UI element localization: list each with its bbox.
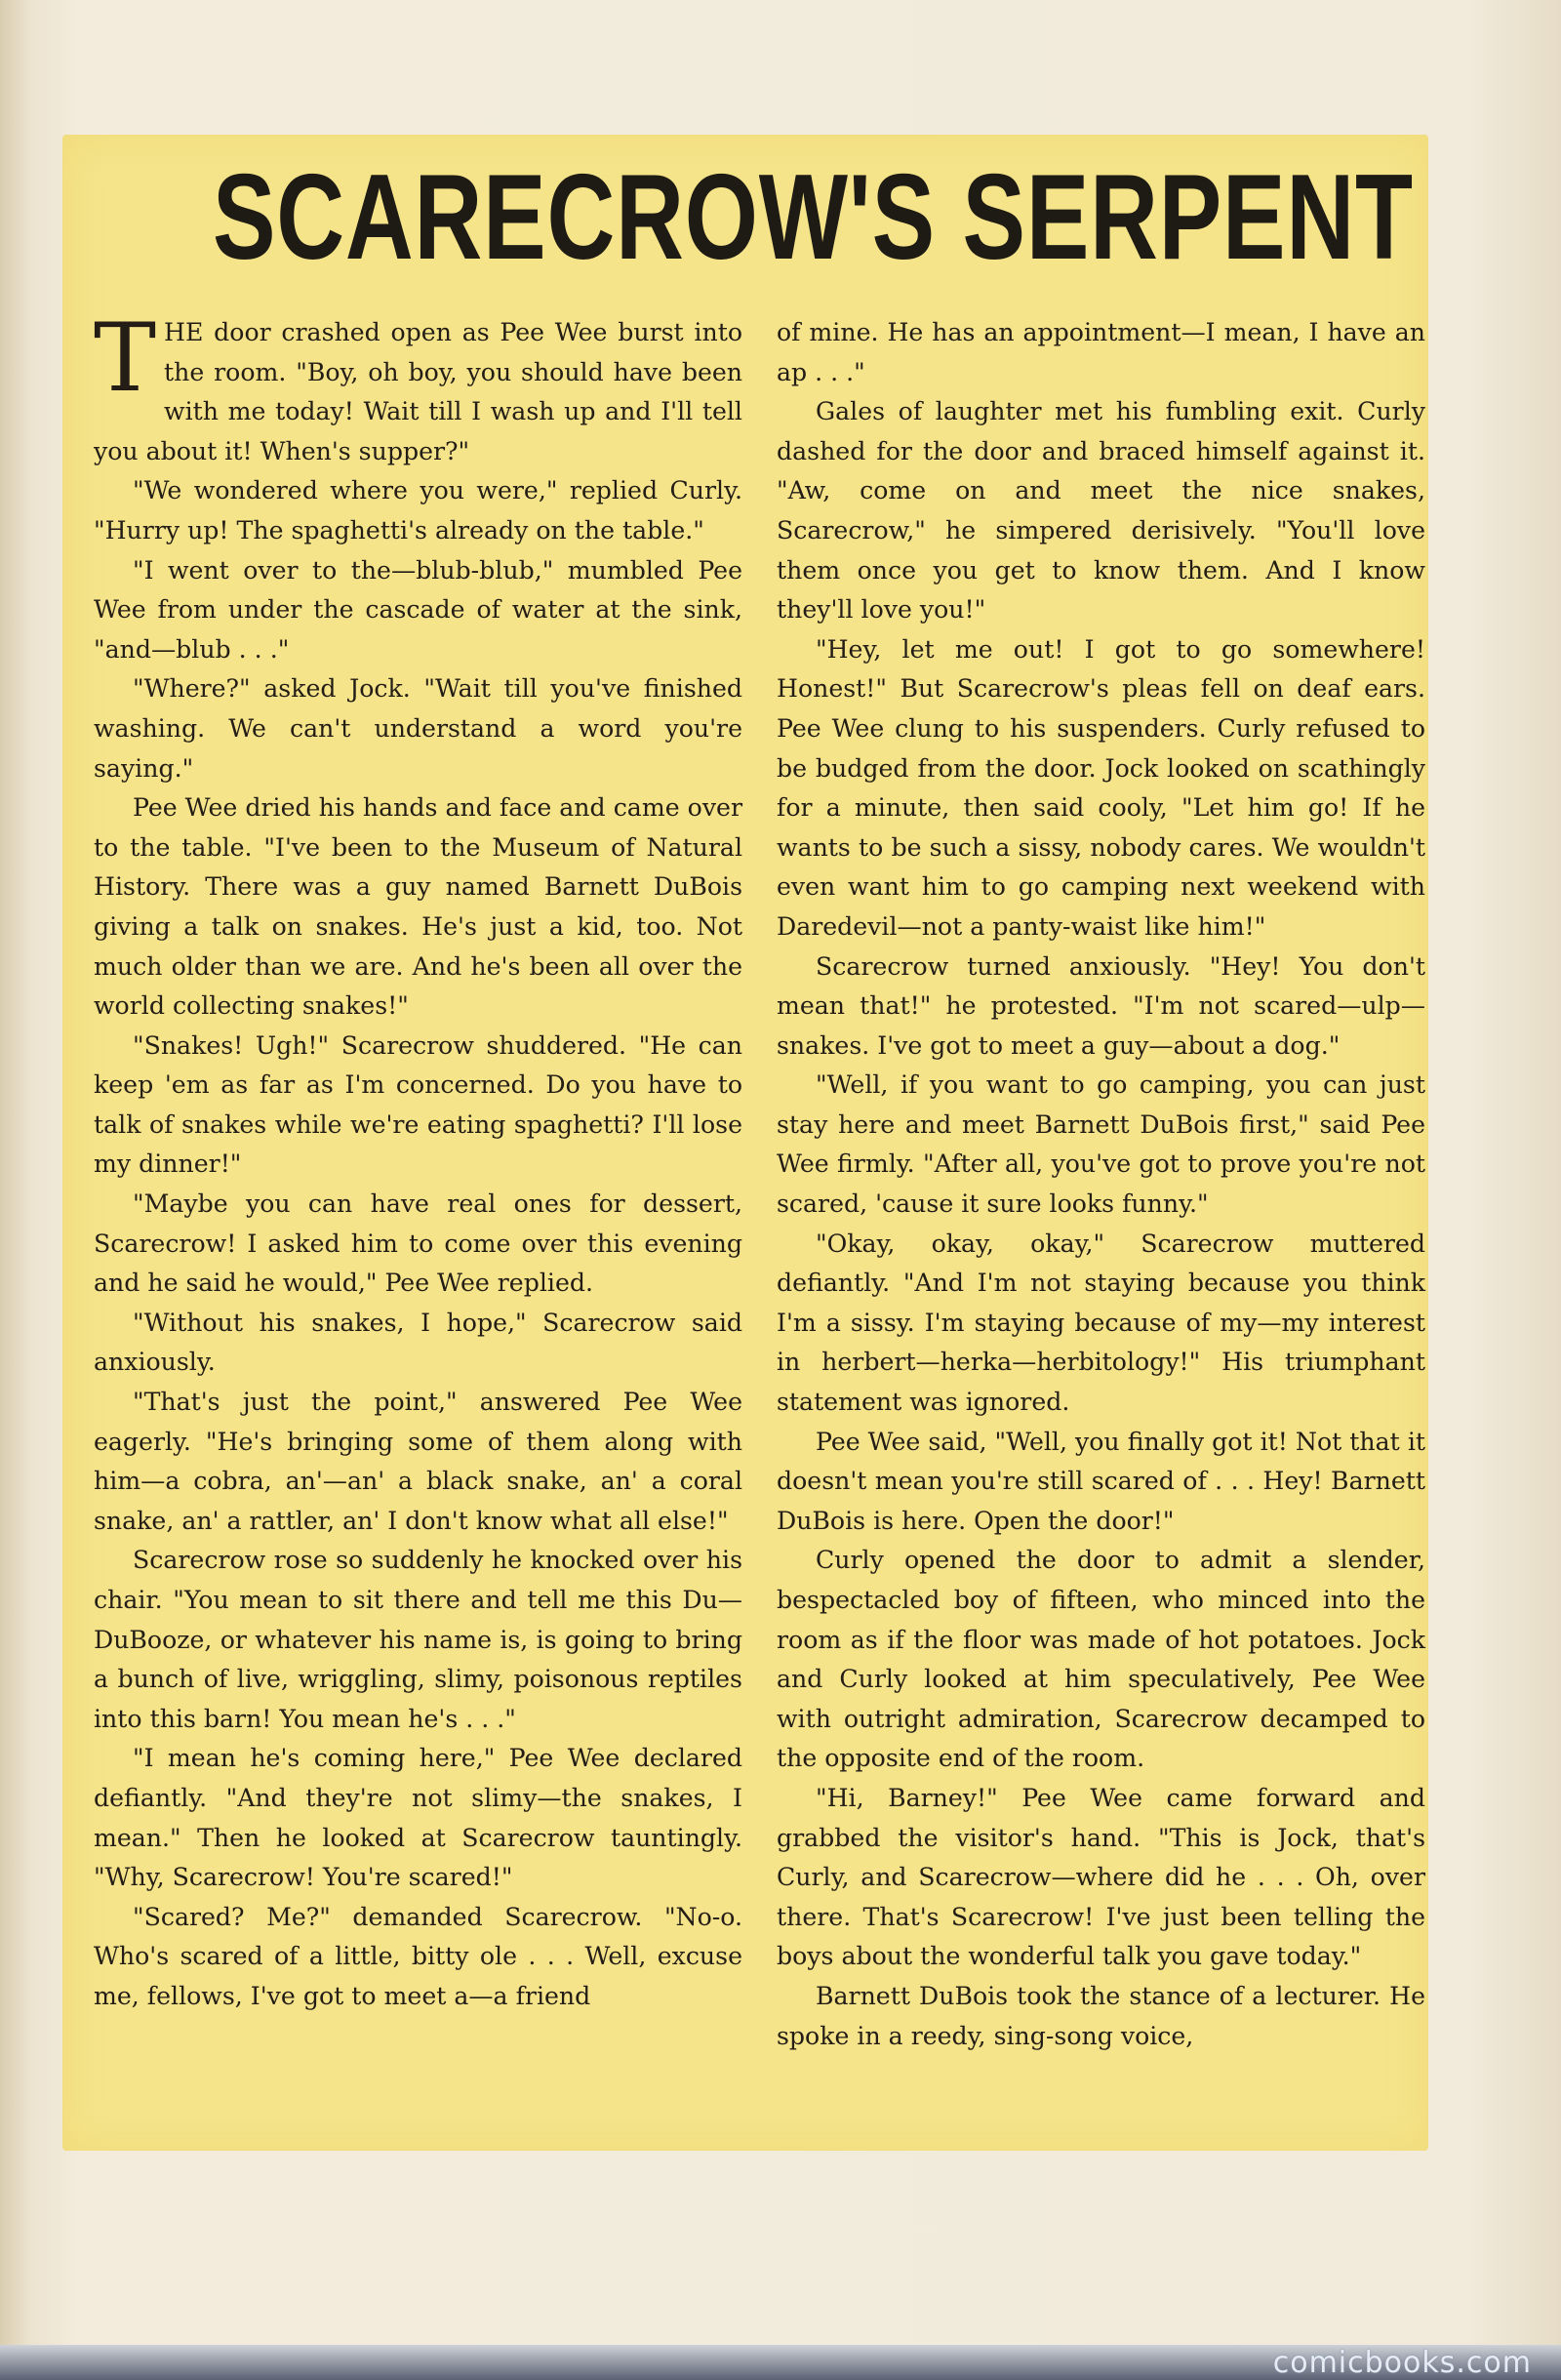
paragraph: "Okay, okay, okay," Scarecrow muttered defiantly. "And I'm not staying because you think I'm a sissy. I'm staying because of my—my interest in herbert—herka—herbitology!" His triumphant statement was ignored.: [777, 1229, 1425, 1417]
paragraph: Curly opened the door to admit a slender, bespectacled boy of fifteen, who minced into the room as if the floor was made of hot potatoes. Jock and Curly looked at him speculatively, Pee Wee with outright admiration, Scarecrow decamped to the opposite end of the room.: [777, 1546, 1425, 1773]
paragraph: "We wondered where you were," replied Curly. "Hurry up! The spaghetti's already on the table.": [94, 476, 742, 545]
paragraph: "I went over to the—blub-blub," mumbled Pee Wee from under the cascade of water at the sink, "and—blub . . .": [94, 555, 742, 664]
paragraph: "Hey, let me out! I got to go somewhere! Honest!" But Scarecrow's pleas fell on deaf ears. Pee Wee clung to his suspenders. Curly refused to be budged from the door. Jock looked on scathingly for a minute, then said cooly, "Let him go! If he wants to be such a sissy, nobody cares. We wouldn't even want him to go camping next weekend with Daredevil—not a panty-waist like him!": [777, 634, 1425, 941]
paragraph: Pee Wee said, "Well, you finally got it! Not that it doesn't mean you're still scared of . . . Hey! Barnett DuBois is here. Open the door!": [777, 1427, 1425, 1535]
paragraph: Pee Wee dried his hands and face and came over to the table. "I've been to the Museum of Natural History. There was a guy named Barnett DuBois giving a talk on snakes. He's just a kid, too. Not much older than we are. And he's been all over the world collecting snakes!": [94, 793, 742, 1021]
paragraph: Scarecrow turned anxiously. "Hey! You don't mean that!" he protested. "I'm not scared—ulp—snakes. I've got to meet a guy—about a dog.": [777, 951, 1425, 1060]
paragraph: Scarecrow rose so suddenly he knocked over his chair. "You mean to sit there and tell me this Du—DuBooze, or whatever his name is, is going to bring a bunch of live, wriggling, slimy, poisonous reptiles into this barn! You mean he's . . .": [94, 1546, 742, 1733]
site-watermark: comicbooks.com: [1272, 2346, 1532, 2380]
paragraph: "Snakes! Ugh!" Scarecrow shuddered. "He can keep 'em as far as I'm concerned. Do you have to talk of snakes while we're eating spaghetti? I'll lose my dinner!": [94, 1030, 742, 1179]
paragraph: "Well, if you want to go camping, you can just stay here and meet Barnett DuBois first," said Pee Wee firmly. "After all, you've got to prove you're not scared, 'cause it sure looks funny.": [777, 1070, 1425, 1219]
paragraph: "Without his snakes, I hope," Scarecrow said anxiously.: [94, 1308, 742, 1377]
paragraph: "I mean he's coming here," Pee Wee declared defiantly. "And they're not slimy—the snakes, I mean." Then he looked at Scarecrow tauntingly. "Why, Scarecrow! You're scared!": [94, 1744, 742, 1892]
paragraph: "That's just the point," answered Pee Wee eagerly. "He's bringing some of them along with him—a cobra, an'—an' a black snake, an' a coral snake, an' a rattler, an' I don't know what all else!": [94, 1388, 742, 1535]
paragraph: "Hi, Barney!" Pee Wee came forward and grabbed the visitor's hand. "This is Jock, that's Curly, and Scarecrow—where did he . . . Oh, over there. That's Scarecrow! I've just been telling the boys about the wonderful talk you gave today.": [777, 1783, 1425, 1971]
paragraph: "Maybe you can have real ones for dessert, Scarecrow! I asked him to come over this evening and he said he would," Pee Wee replied.: [94, 1190, 742, 1298]
paragraph: "Scared? Me?" demanded Scarecrow. "No-o. Who's scared of a little, bitty ole . . . Well, excuse me, fellows, I've got to meet a—a friend: [94, 1902, 742, 2010]
paragraph: Barnett DuBois took the stance of a lecturer. He spoke in a reedy, sing-song voice,: [777, 1981, 1425, 2050]
paragraph: THE door crashed open as Pee Wee burst into the room. "Boy, oh boy, you should have been with me today! Wait till I wash up and I'll tell you about it! When's supper?": [94, 303, 742, 465]
left-column: [94, 303, 742, 2138]
paragraph: of mine. He has an appointment—I mean, I have an ap . . .": [777, 318, 1425, 386]
story-title: SCARECROW'S SERPENT: [213, 150, 1414, 285]
paragraph: Gales of laughter met his fumbling exit. Curly dashed for the door and braced himself against it. "Aw, come on and meet the nice snakes, Scarecrow," he simpered derisively. "You'll love them once you get to know them. And I know they'll love you!": [777, 397, 1425, 625]
right-column: [777, 313, 1425, 2138]
text-panel: [62, 135, 1428, 2151]
drop-cap: T: [94, 303, 157, 413]
paragraph: "Where?" asked Jock. "Wait till you've finished washing. We can't understand a word you're saying.": [94, 674, 742, 783]
